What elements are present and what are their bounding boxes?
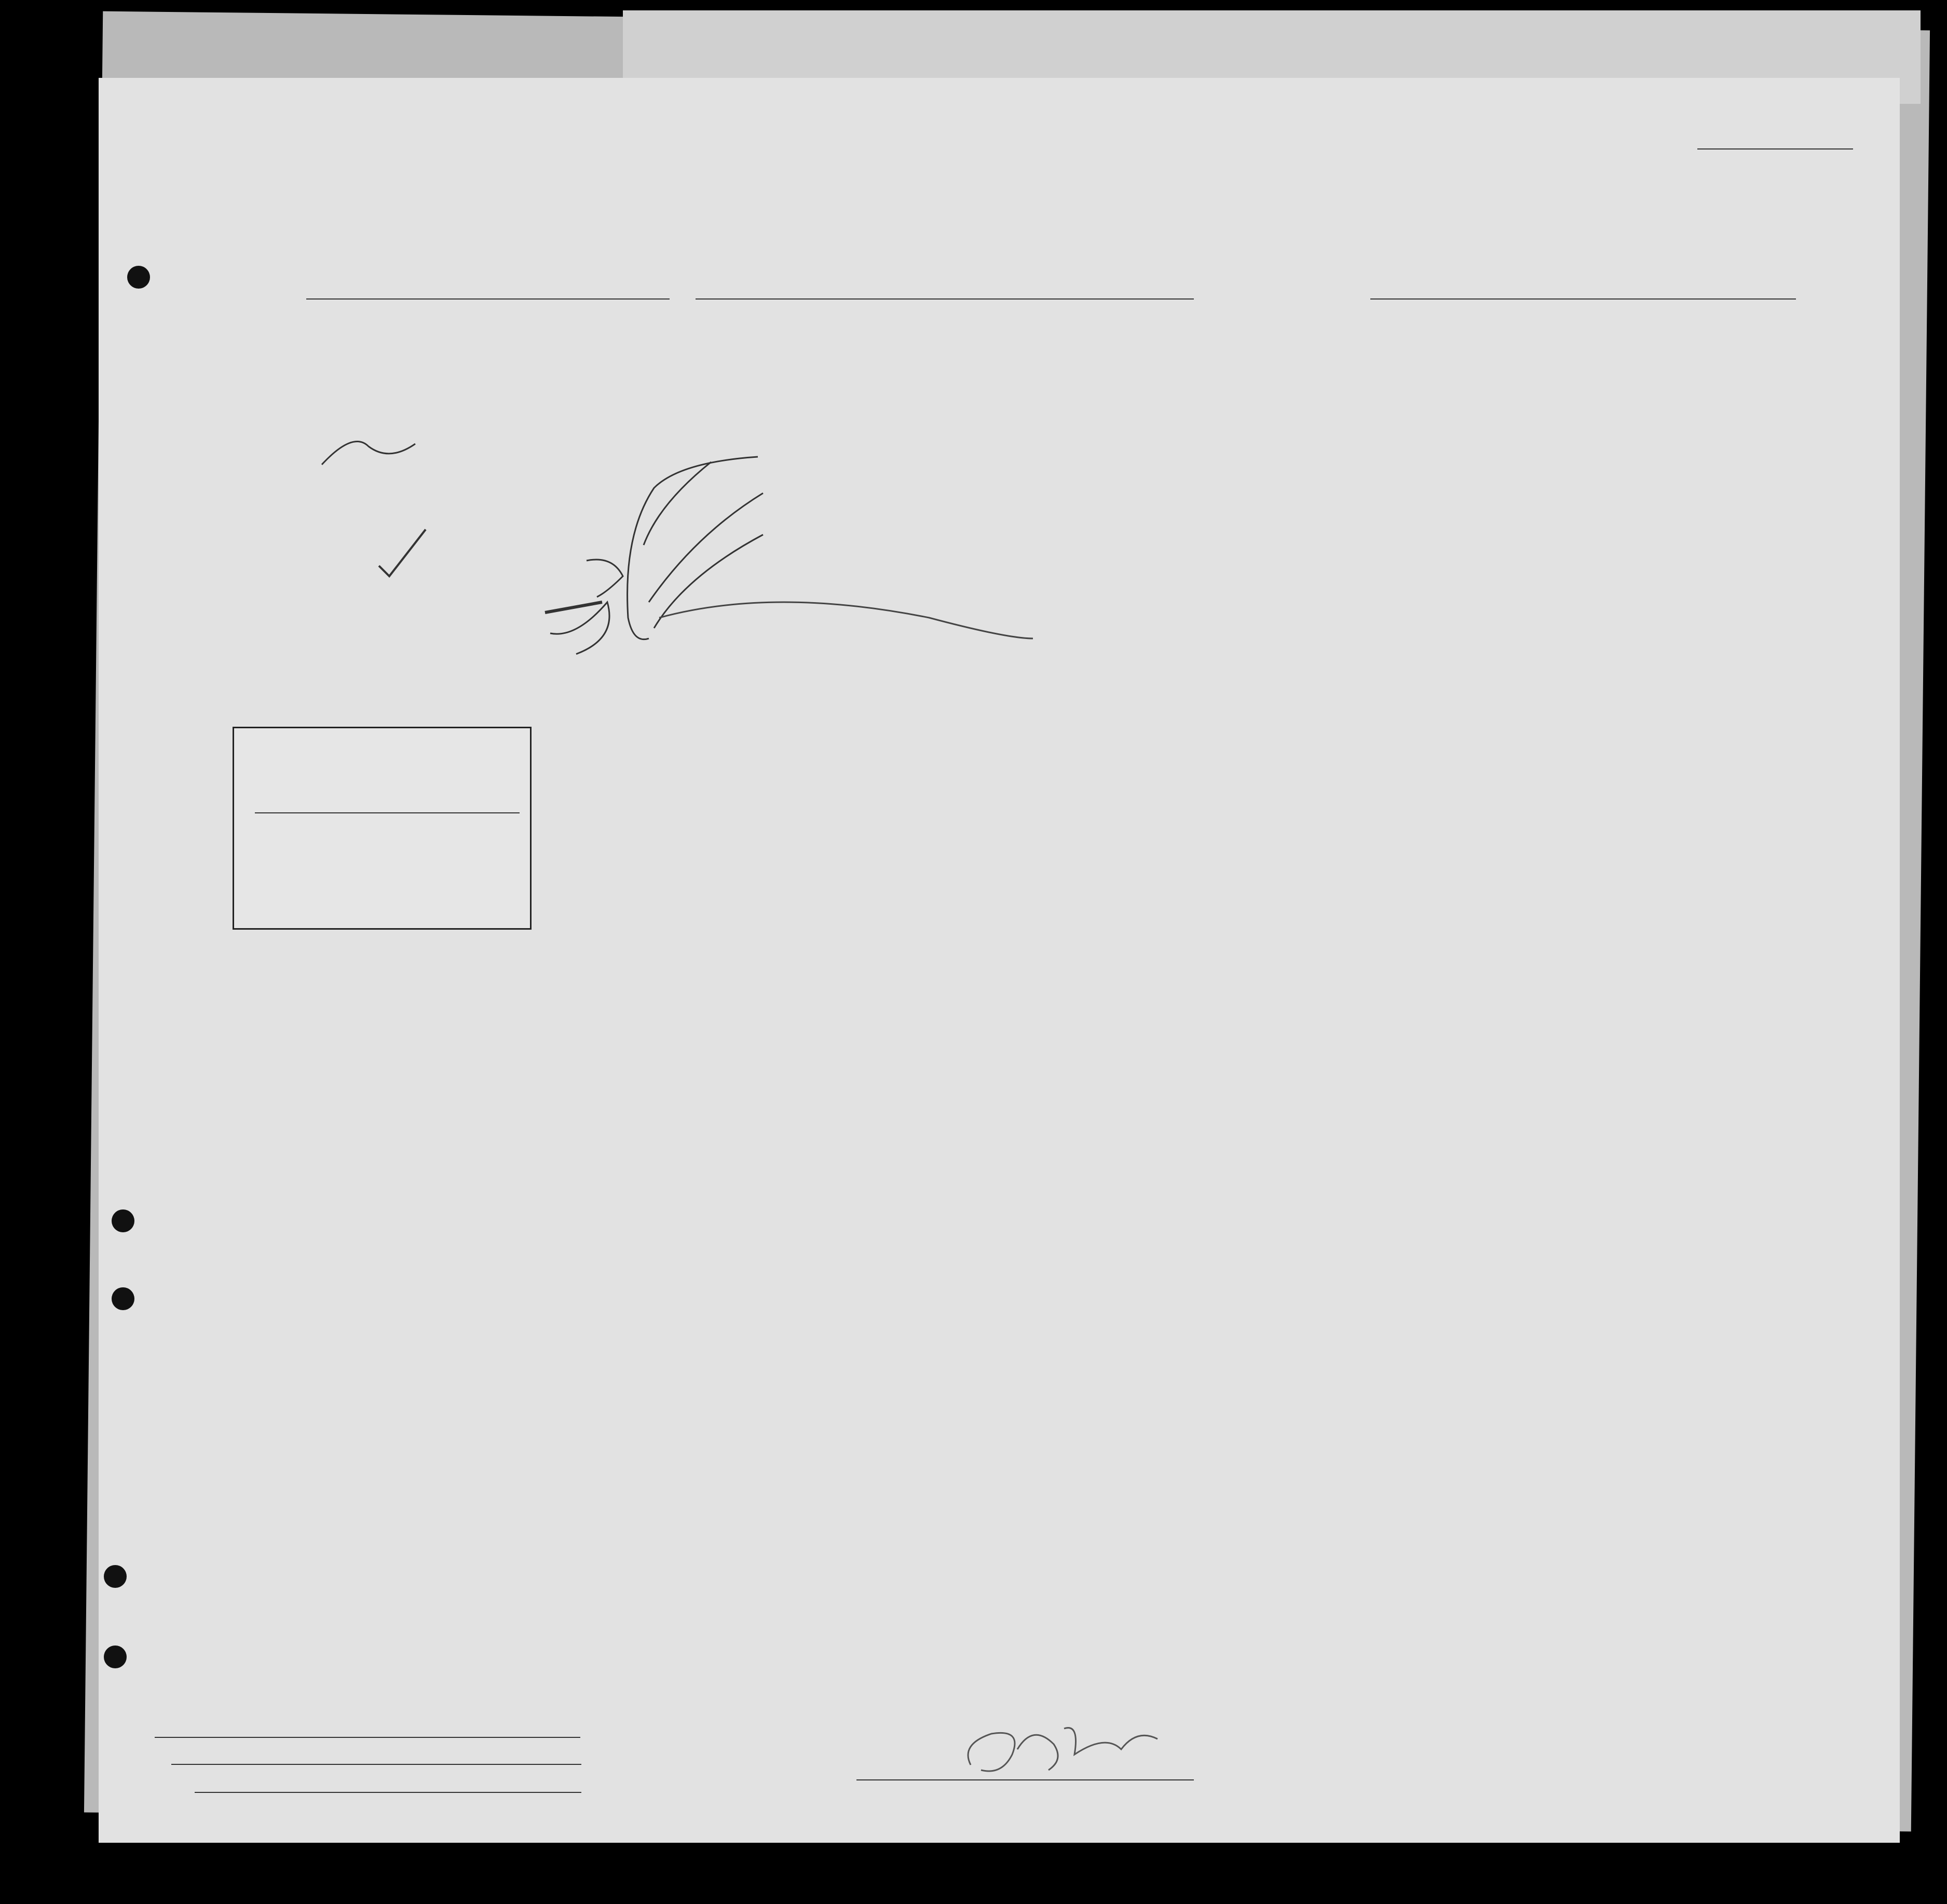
manifest-sheet (99, 78, 1900, 1843)
consulate-stamp (233, 727, 532, 930)
stamp-via-line (255, 812, 520, 813)
inspector-signature (950, 1713, 1209, 1786)
line-rule (155, 1737, 580, 1738)
binder-hole (127, 266, 150, 289)
inspector-rule (856, 1779, 1194, 1780)
binder-hole (112, 1287, 134, 1310)
binder-hole (112, 1209, 134, 1232)
agents-rule (195, 1792, 581, 1793)
table-grid (99, 78, 1900, 1843)
binder-hole (104, 1645, 127, 1668)
owners-rule (171, 1764, 581, 1765)
binder-hole (104, 1565, 127, 1588)
